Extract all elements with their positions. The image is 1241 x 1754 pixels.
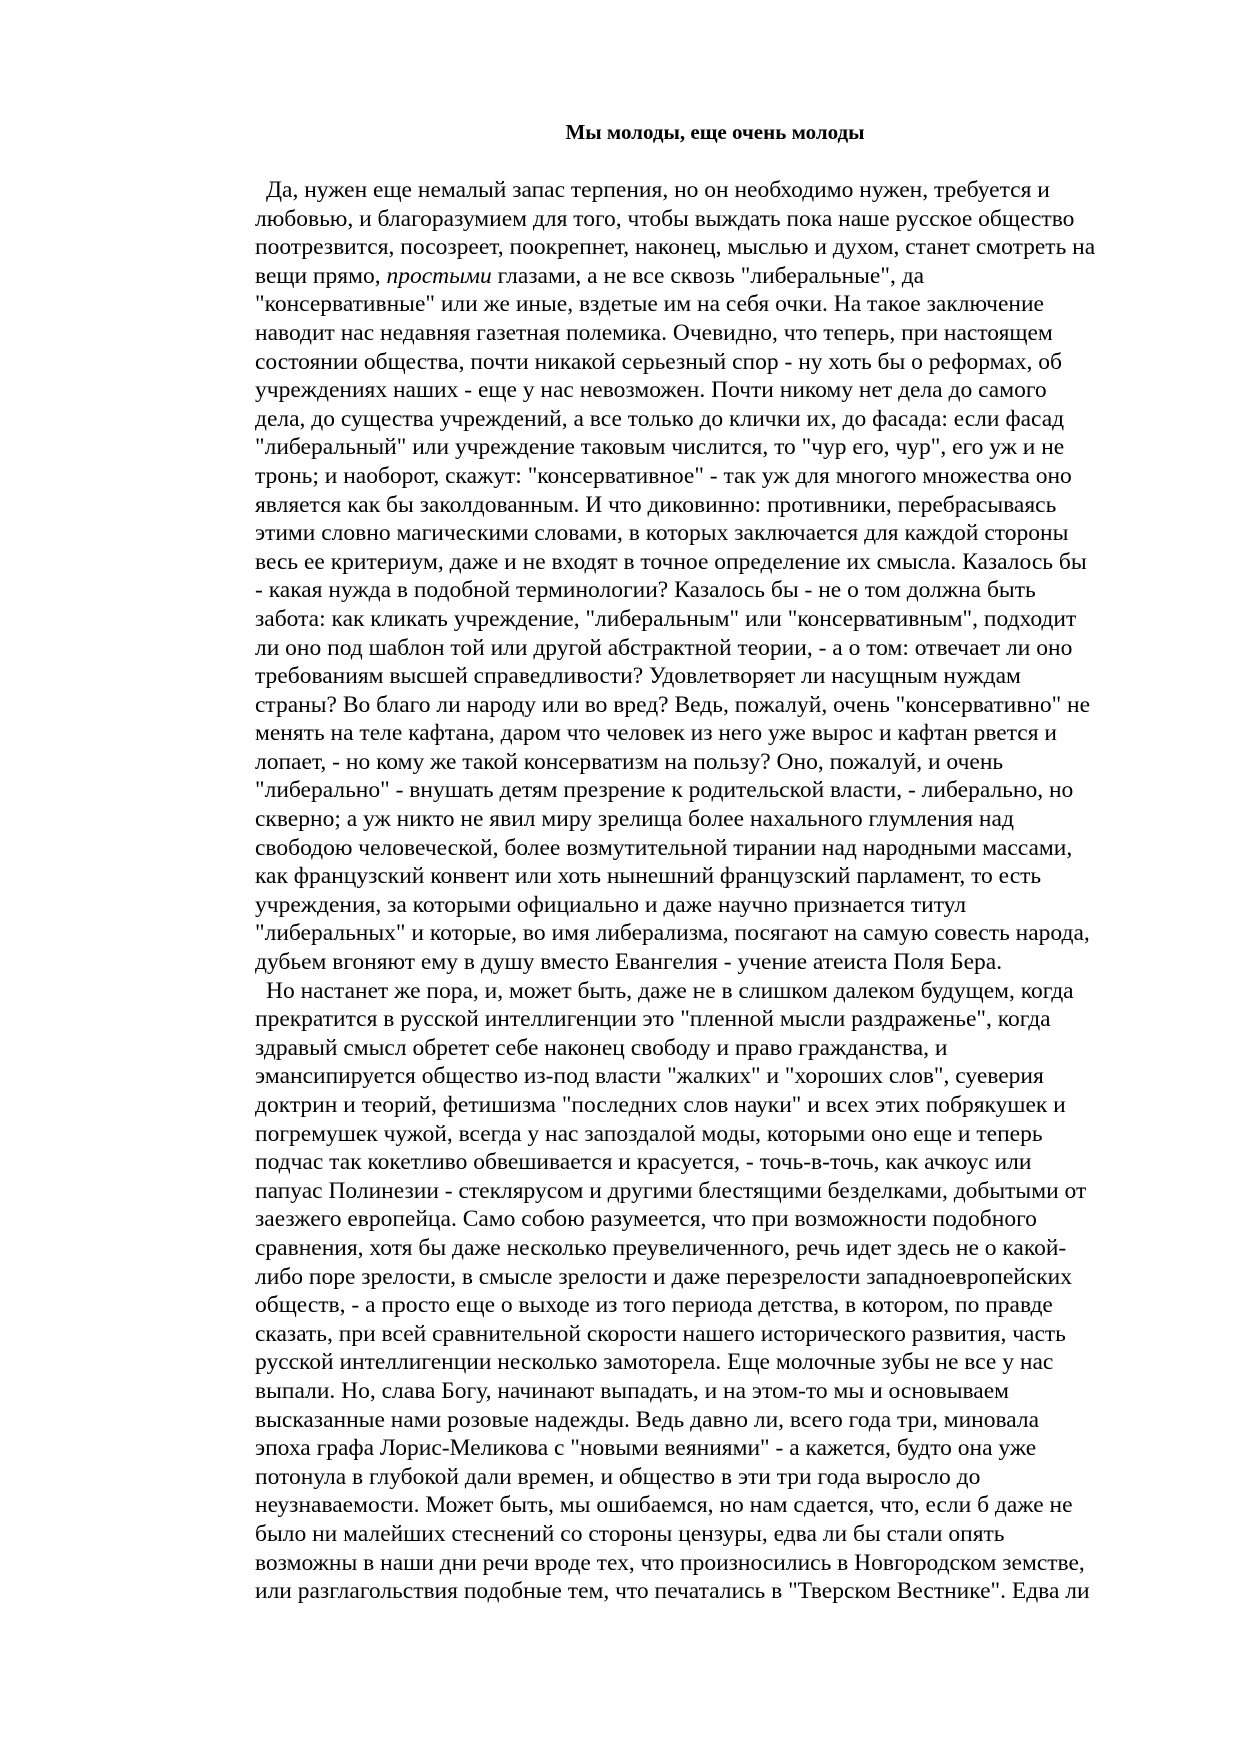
paragraph-1 <box>255 176 1165 977</box>
text-line: поотрезвится, посозреет, поокрепнет, наконец, мыслью и духом, станет смотреть на <box>255 234 1096 261</box>
text-line: было ни малейших стеснений со стороны цензуры, едва ли бы стали опять <box>255 1520 1005 1547</box>
document-body <box>255 176 1165 1606</box>
text-line: скверно; а уж никто не явил миру зрелища более нахального глумления над <box>255 806 1014 833</box>
text-line: Но настанет же пора, и, может быть, даже не в слишком далеком будущем, когда <box>266 977 1074 1004</box>
text-line: менять на теле кафтана, даром что человек из него уже вырос и кафтан рвется и <box>255 720 1057 747</box>
text-line: забота: как кликать учреждение, "либеральным" или "консервативным", подходит <box>255 605 1077 632</box>
text-line: доктрин и теорий, фетишизма "последних слов науки" и всех этих побрякушек и <box>255 1092 1066 1118</box>
text-line: - какая нужда в подобной терминологии? Казалось бы - не о том должна быть <box>255 577 1036 604</box>
text-line: дубьем вгоняют ему в душу вместо Евангелия - учение атеиста Поля Бера. <box>255 949 1003 976</box>
paragraph-2 <box>255 977 1165 1606</box>
text-line: учреждения, за которыми официально и даже научно признается титул <box>255 891 967 918</box>
text-line: свободою человеческой, более возмутительной тирании над народными массами, <box>255 834 1073 861</box>
text-line: либо поре зрелости, в смысле зрелости и даже перезрелости западноевропейских <box>255 1263 1073 1290</box>
text-line: эпоха графа Лорис-Меликова с "новыми веяниями" - а кажется, будто она уже <box>255 1435 1037 1462</box>
text-line: страны? Во благо ли народу или во вред? Ведь, пожалуй, очень "консервативно" не <box>255 691 1091 718</box>
text-line: требованиям высшей справедливости? Удовлетворяет ли насущным нуждам <box>255 663 1021 690</box>
text-line: наводит нас недавняя газетная полемика. Очевидно, что теперь, при настоящем <box>255 319 1053 346</box>
text-line: этими словно магическими словами, в которых заключается для каждой стороны <box>255 520 1069 547</box>
text-line: является как бы заколдованным. И что диковинно: противники, перебрасываясь <box>255 491 1057 518</box>
text-line: сказать, при всей сравнительной скорости нашего исторического развития, часть <box>255 1320 1066 1347</box>
text-line: ли оно под шаблон той или другой абстрактной теории, - а о том: отвечает ли оно <box>255 634 1073 661</box>
text-line: дела, до существа учреждений, а все только до клички их, до фасада: если фасад <box>255 405 1065 432</box>
text-line: учреждениях наших - еще у нас невозможен. Почти никому нет дела до самого <box>255 377 1047 404</box>
text-segment: вещи прямо, <box>255 262 387 289</box>
text-line: "либеральных" и которые, во имя либерализма, посягают на самую совесть народа, <box>255 920 1090 947</box>
text-line: прекратится в русской интеллигенции это "пленной мысли раздраженье", когда <box>255 1006 1051 1033</box>
italic-emphasis: простыми <box>386 262 492 289</box>
text-line <box>255 262 1165 291</box>
text-line: эмансипируется общество из-под власти "жалких" и "хороших слов", суеверия <box>255 1063 1044 1090</box>
text-line: погремушек чужой, всегда у нас запоздалой моды, которыми оно еще и теперь <box>255 1120 1043 1147</box>
text-line: любовью, и благоразумием для того, чтобы выждать пока наше русское общество <box>255 205 1075 232</box>
text-line: заезжего европейца. Само собою разумеется, что при возможности подобного <box>255 1206 1037 1233</box>
text-line: здравый смысл обретет себе наконец свободу и право гражданства, и <box>255 1034 948 1061</box>
text-line: "консервативные" или же иные, вздетые им на себя очки. На такое заключение <box>255 291 1044 318</box>
text-line: русской интеллигенции несколько замоторела. Еще молочные зубы не все у нас <box>255 1349 1054 1376</box>
text-line: подчас так кокетливо обвешивается и красуется, - точь-в-точь, как ачкоус или <box>255 1149 1032 1176</box>
text-line: высказанные нами розовые надежды. Ведь давно ли, всего года три, миновала <box>255 1406 1040 1433</box>
text-line: как французский конвент или хоть нынешний французский парламент, то есть <box>255 863 1042 890</box>
text-line: Да, нужен еще немалый запас терпения, но он необходимо нужен, требуется и <box>266 177 1050 203</box>
document-title: Мы молоды, еще очень молоды <box>565 120 865 144</box>
text-line: возможны в наши дни речи вроде тех, что произносились в Новгородском земстве, <box>255 1549 1085 1576</box>
text-line: "либеральный" или учреждение таковым числится, то "чур его, чур", его уж и не <box>255 434 1065 461</box>
text-line: состоянии общества, почти никакой серьезный спор - ну хоть бы о реформах, об <box>255 348 1062 375</box>
text-line: обществ, - а просто еще о выходе из того периода детства, в котором, по правде <box>255 1292 1053 1319</box>
text-line: выпали. Но, слава Богу, начинают выпадать, и на этом-то мы и основываем <box>255 1377 1010 1404</box>
text-line: лопает, - но кому же такой консерватизм на пользу? Оно, пожалуй, и очень <box>255 748 1004 775</box>
text-line: папуас Полинезии - стеклярусом и другими блестящими безделками, добытыми от <box>255 1177 1087 1204</box>
text-line: потонула в глубокой дали времен, и общество в эти три года выросло до <box>255 1463 981 1490</box>
text-line: тронь; и наоборот, скажут: "консервативное" - так уж для многого множества оно <box>255 462 1072 489</box>
text-line: весь ее критериум, даже и не входят в точное определение их смысла. Казалось бы <box>255 548 1087 575</box>
text-line: "либерально" - внушать детям презрение к родительской власти, - либерально, но <box>255 777 1074 804</box>
text-line: неузнаваемости. Может быть, мы ошибаемся, но нам сдается, что, если б даже не <box>255 1492 1073 1519</box>
text-segment: глазами, а не все сквозь "либеральные", да <box>491 262 925 289</box>
text-line: или разглагольствия подобные тем, что печатались в "Тверском Вестнике". Едва ли <box>255 1578 1090 1605</box>
text-line: сравнения, хотя бы даже несколько преувеличенного, речь идет здесь не о какой- <box>255 1234 1067 1261</box>
